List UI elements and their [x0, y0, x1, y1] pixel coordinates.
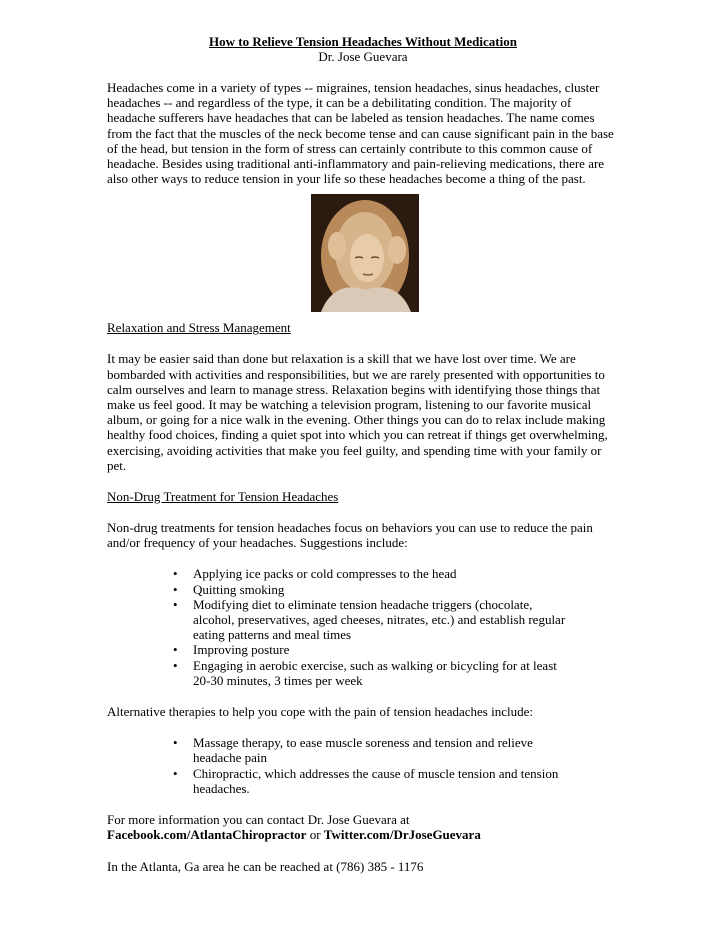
twitter-link[interactable]: Twitter.com/DrJoseGuevara: [323, 827, 481, 843]
bullet-icon: •: [173, 596, 178, 612]
photo-illustration: [311, 194, 419, 312]
bullet-icon: •: [173, 765, 178, 781]
non-drug-paragraph: Non-drug treatments for tension headaches focus on behaviors you can use to reduce the pain and/or frequency of your headaches. Suggestions include:: [107, 520, 593, 551]
alternatives-intro: Alternative therapies to help you cope with the pain of tension headaches include:: [107, 704, 533, 720]
document-title: How to Relieve Tension Headaches Without Medication: [209, 34, 517, 49]
or-text: or: [309, 827, 321, 843]
list-item: [107, 582, 619, 597]
contact-line: For more information you can contact Dr. Jose Guevara at: [107, 812, 410, 828]
suggestions-list: [107, 566, 619, 688]
list-item: [107, 642, 619, 657]
list-item-text: Modifying diet to eliminate tension headache triggers (chocolate, alcohol, preservatives, aged cheeses, nitrates, etc.) and establish regular eating patterns and meal times: [193, 596, 566, 643]
list-item-text: Massage therapy, to ease muscle soreness and tension and relieve headache pain: [193, 735, 533, 766]
title-block: [107, 34, 619, 64]
contact-links: [107, 827, 619, 842]
phone-line: In the Atlanta, Ga area he can be reached at (786) 385 - 1176: [107, 858, 424, 874]
list-item-text: Applying ice packs or cold compresses to the head: [193, 566, 457, 582]
bullet-icon: •: [173, 566, 178, 582]
bullet-icon: •: [173, 642, 178, 658]
section-heading-relaxation: Relaxation and Stress Management: [107, 320, 291, 336]
list-item-text: Quitting smoking: [193, 581, 285, 597]
list-item: [107, 597, 619, 643]
intro-paragraph: Headaches come in a variety of types -- migraines, tension headaches, sinus headaches, cluster headaches -- and regardless of the type, it can be a debilitating condition. The majority of headache sufferers have headaches that can be labeled as tension headaches. The name comes from the fact that the muscles of the neck become tense and can cause significant pain in the base of the head, but tension in the form of stress can certainly contribute to this common cause of headache. Besides using traditional anti-inflammatory and pain-relieving medications, there are also other ways to reduce tension in your life so these headaches become a thing of the past.: [107, 80, 614, 187]
alternatives-list: [107, 735, 619, 796]
list-item-text: Engaging in aerobic exercise, such as walking or bicycling for at least 20-30 minutes, 3 times per week: [193, 657, 557, 688]
woman-headache-photo: [311, 194, 419, 312]
bullet-icon: •: [173, 657, 178, 673]
list-item: [107, 658, 619, 688]
list-item: [107, 566, 619, 581]
list-item-text: Chiropractic, which addresses the cause of muscle tension and tension headaches.: [193, 765, 559, 796]
relaxation-paragraph: It may be easier said than done but relaxation is a skill that we have lost over time. We are bombarded with activities and responsibilities, but we are rarely presented with opportunities to calm ourselves and learn to manage stress. Relaxation begins with identifying those things that make us feel good. It may be watching a television program, listening to our favorite musical album, or going for a nice walk in the evening. Other things you can do to relax include making healthy food choices, finding a quiet spot into which you can retreat if things get overwhelming, exercising, avoiding activities that make you feel guilty, and spending time with your family or pet.: [107, 351, 608, 473]
bullet-icon: •: [173, 735, 178, 751]
list-item-text: Improving posture: [193, 642, 290, 658]
list-item: [107, 766, 619, 796]
bullet-icon: •: [173, 581, 178, 597]
document-author: Dr. Jose Guevara: [318, 49, 408, 64]
section-heading-non-drug: Non-Drug Treatment for Tension Headaches: [107, 489, 339, 505]
list-item: [107, 735, 619, 765]
facebook-link[interactable]: Facebook.com/AtlantaChiropractor: [107, 827, 307, 843]
document-page: [107, 34, 619, 874]
